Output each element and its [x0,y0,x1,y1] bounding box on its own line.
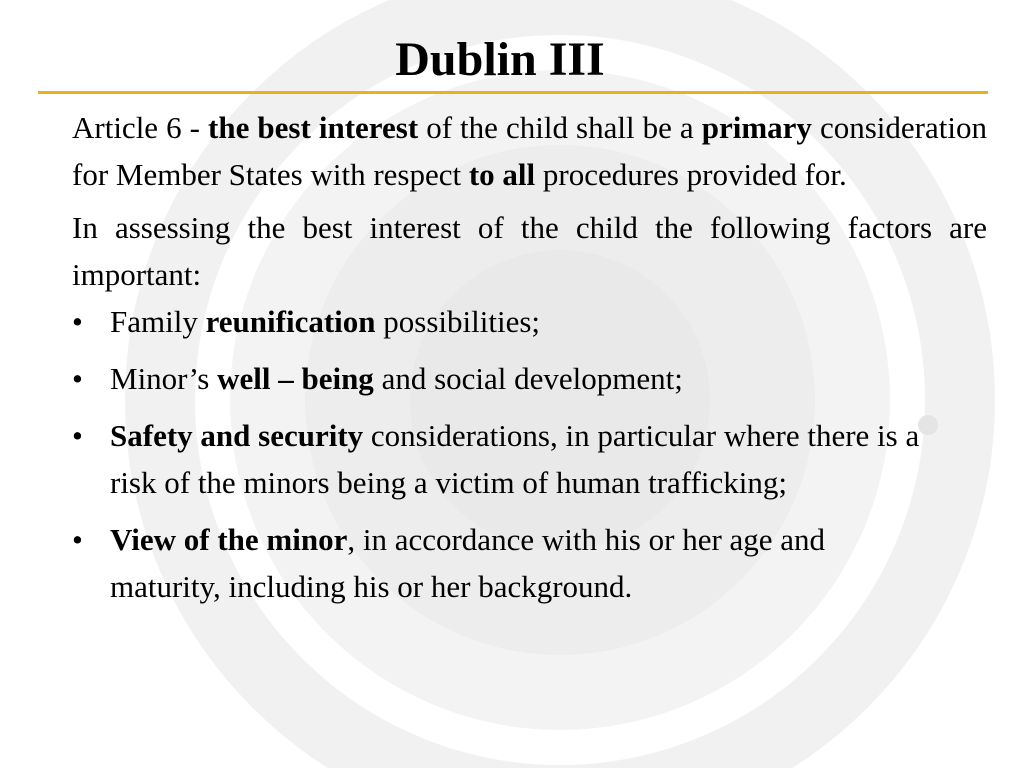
list-item-emphasis: well – being [217,361,374,396]
to-all-emphasis: to all [468,157,536,192]
slide-title: Dublin III [395,33,605,86]
article-6-text-3: consideration for Member States with respect [72,110,987,192]
primary-emphasis: primary [701,110,812,145]
list-item: • View of the minor, in accordance with his or her age and maturity, including his or her background. [72,516,940,610]
factors-list [72,298,987,610]
list-item: • Safety and security considerations, in particular where there is a risk of the minors being a victim of human trafficking; [72,412,940,506]
bullet-icon: • [72,418,83,453]
article-6-text: Article 6 - [72,110,209,145]
list-item: • Minor’s well – being and social development; [72,355,940,402]
bullet-icon: • [72,304,83,339]
list-item-emphasis: reunification [205,304,376,339]
list-item-emphasis: View of the minor [110,522,348,557]
list-item: • Family reunification possibilities; [72,298,940,345]
bullet-icon: • [72,522,83,557]
list-item-emphasis: Safety and security [110,418,364,453]
bullet-icon: • [72,361,83,396]
article-6-text-2: of the child shall be a [418,110,702,145]
article-6-text-4: procedures provided for. [535,157,847,192]
assessment-intro-paragraph: In assessing the best interest of the child the following factors are important: [72,210,987,292]
article-6-paragraph [72,104,987,198]
slide-body [72,104,987,610]
title-underline [38,91,988,94]
best-interest-emphasis: the best interest [208,110,419,145]
